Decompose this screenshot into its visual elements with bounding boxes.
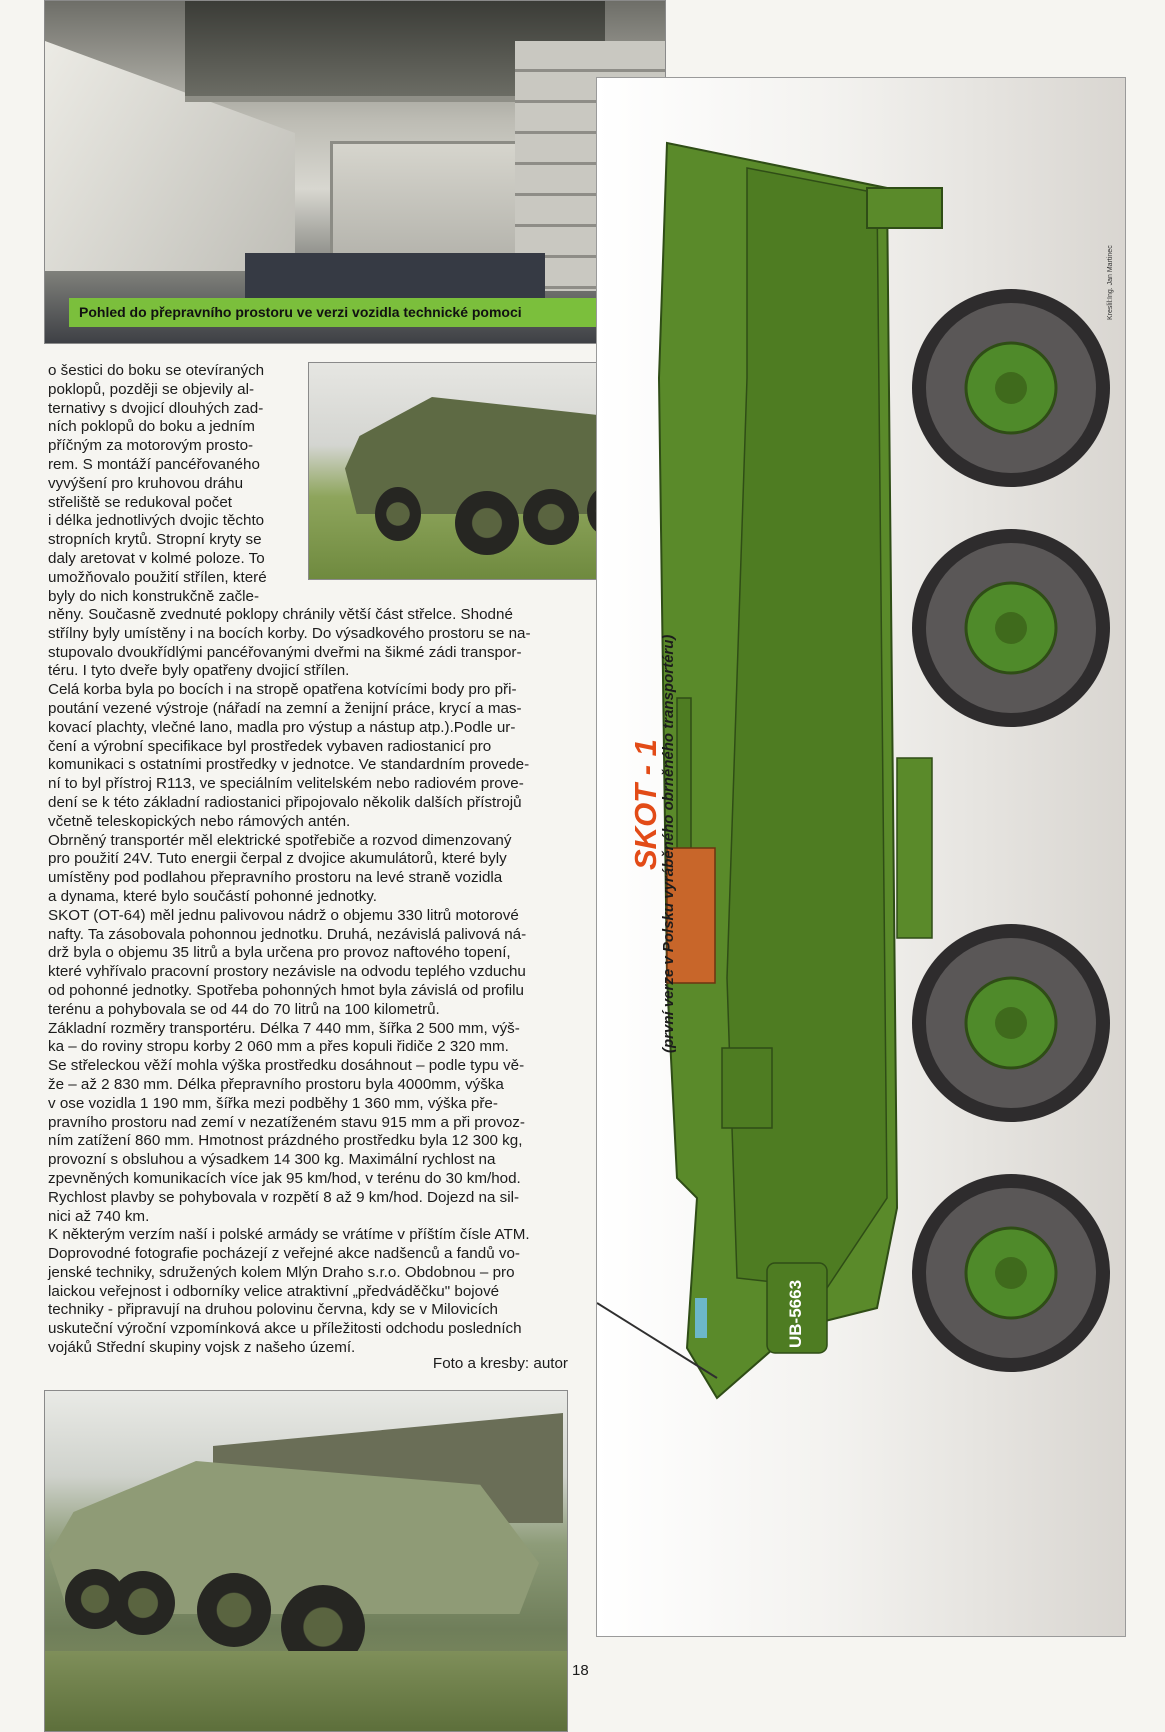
article-line: jenské techniky, sdružených kolem Mlýn Draho s.r.o. Obdobnou – pro	[48, 1263, 515, 1281]
article-line: i délka jednotlivých dvojic těchto	[48, 512, 265, 530]
article-line: Doprovodné fotografie pocházejí z veřejné akce nadšenců a fandů vo-	[48, 1245, 520, 1263]
article-line: uskuteční výroční vzpomínková akce u příležitosti odchodu posledních	[48, 1320, 522, 1338]
article-line: od pohonné jednotky. Spotřeba pohonných hmot byla závislá od profilu	[48, 981, 524, 999]
article-line: komunikaci s ostatními prostředky v jednotce. Ve standardním provede-	[48, 756, 530, 774]
profile-subtitle: (první verze v Polsku vyráběného obrněného transportéru)	[660, 634, 677, 1053]
turret-cupola	[867, 188, 942, 228]
article-line: dení se k této základní radiostanici připojovalo několik dalších přístrojů	[48, 793, 522, 811]
article-line: o šestici do boku se otevíraných	[48, 362, 265, 379]
side-box	[897, 758, 932, 938]
article-line: pravního prostoru nad zemí v nezatíženém stavu 915 mm a při provoz-	[48, 1113, 525, 1131]
vehicle-wheel	[455, 491, 519, 555]
article-line: stupovalo dvoukřídlými pancéřovanými dveřmi na šikmé zádi transpor-	[48, 643, 522, 661]
vehicle-wheel	[375, 487, 421, 541]
article-line: střeliště se redukoval počet	[48, 493, 233, 511]
registration-plate	[695, 1298, 707, 1338]
article-line: umožňovalo použití střílen, které	[48, 568, 267, 586]
article-line: a dynama, které bylo součástí pohonné jednotky.	[48, 887, 377, 905]
article-line: ní to byl přístroj R113, ve speciálním velitelském nebo radiovém prove-	[48, 775, 524, 793]
wheel-4	[912, 1174, 1110, 1372]
article-line: K některým verzím naší i polské armády se vrátíme v příštím čísle ATM.	[48, 1226, 530, 1244]
article-line: že – až 2 830 mm. Délka přepravního prostoru byla 4000mm, výška	[48, 1075, 504, 1093]
article-line: terénu a pohybovala se od 44 do 70 litrů na 100 kilometrů.	[48, 1000, 440, 1018]
article-line: drž byla o objemu 35 litrů a byla určena pro provoz naftového topení,	[48, 944, 511, 962]
photo-caption: Pohled do přepravního prostoru ve verzi vozidla technické pomoci	[69, 298, 615, 327]
side-hatch	[722, 1048, 772, 1128]
photo-credit: Foto a kresby: autor	[432, 1355, 568, 1372]
article-line: Rychlost plavby se pohybovala v rozpětí 8 až 9 km/hod. Dojezd na sil-	[48, 1188, 520, 1206]
article-line: stropních krytů. Stropní kryty se	[48, 531, 262, 549]
article-line: příčným za motorovým prosto-	[48, 437, 254, 455]
article-line: poutání vezené výstroje (nářadí na zemní a ženijní práce, krycí a mas-	[48, 699, 522, 717]
article-line: SKOT (OT-64) měl jednu palivovou nádrž o objemu 330 litrů motorové	[48, 906, 519, 924]
article-line: něny. Současně zvednuté poklopy chránily větší část střelce. Shodné	[48, 606, 513, 623]
article-line: umístěny pod podlahou přepravního prostoru na levé straně vozidla	[48, 869, 503, 887]
article-body	[48, 606, 568, 1358]
vehicle-wheel	[197, 1573, 271, 1647]
article-line: poklopů, později se objevily al-	[48, 380, 254, 398]
article-line: kovací plachty, vlečné lano, madla pro výstup a nástup atp.).Podle ur-	[48, 718, 516, 736]
article-line: pro použití 24V. Tuto energii čerpal z dvojice akumulátorů, které byly	[48, 850, 507, 868]
article-line: rem. S montáží pancéřovaného	[48, 455, 260, 473]
page-number: 18	[572, 1662, 589, 1679]
article-line: daly aretovat v kolmé poloze. To	[48, 549, 265, 567]
interior-floor	[245, 253, 545, 303]
article-line: včetně teleskopických nebo rámových antén.	[48, 812, 351, 830]
bottom-vehicle-photo	[44, 1390, 568, 1732]
article-line: Se střeleckou věží mohla výška prostředku dosáhnout – podle typu vě-	[48, 1057, 525, 1075]
profile-title: SKOT - 1	[628, 739, 663, 870]
article-line: ních poklopů do boku a jedním	[48, 418, 255, 436]
wheel-1	[912, 289, 1110, 487]
drawing-credit: Kreslil:Ing. Jan Martinec	[1107, 245, 1114, 320]
grass	[45, 1651, 567, 1731]
article-line: techniky - připravují na druhou polovinu června, kdy se v Milovicích	[48, 1301, 498, 1319]
article-line: byly do nich konstrukčně začle-	[48, 587, 260, 605]
registration-text: UB-5663	[786, 1279, 805, 1348]
article-line: které vyhřívalo pracovní prostory nezávisle na odvodu teplého vzduchu	[48, 963, 526, 981]
article-line: ternativy s dvojicí dlouhých zad-	[48, 399, 264, 417]
article-line: střílny byly umístěny i na bocích korby. Do výsadkového prostoru se na-	[48, 624, 531, 642]
vehicle-wheel	[523, 489, 579, 545]
vehicle-wheel	[111, 1571, 175, 1635]
article-line: nici až 740 km.	[48, 1207, 150, 1225]
article-line: nafty. Ta zásobovala pohonnou jednotku. Druhá, nezávislá palivová ná-	[48, 925, 527, 943]
article-line: Celá korba byla po bocích i na stropě opatřena kotvícími body pro při-	[48, 681, 517, 699]
article-intro-column	[48, 362, 288, 606]
article-line: téru. I tyto dveře byly opatřeny dvojicí střílen.	[48, 662, 350, 680]
article-line: provozní s obsluhou a výsadkem 14 300 kg. Maximální rychlost na	[48, 1151, 496, 1169]
article-line: vyvýšení pro kruhovou dráhu	[48, 474, 244, 492]
article-line: vojáků Střední skupiny vojsk z našeho území.	[48, 1339, 356, 1357]
article-line: Základní rozměry transportéru. Délka 7 440 mm, šířka 2 500 mm, výš-	[48, 1019, 520, 1037]
wheel-3	[912, 924, 1110, 1122]
interior-photo	[44, 0, 666, 344]
article-line: laickou veřejnost i odborníky velice atraktivní „předváděčku" bojové	[48, 1282, 500, 1300]
article-line: ním zatížení 860 mm. Hmotnost prázdného prostředku byla 12 300 kg,	[48, 1132, 523, 1150]
article-line: zpevněných komunikacích více jak 95 km/hod, v terénu do 30 km/hod.	[48, 1169, 521, 1187]
article-line: ka – do roviny stropu korby 2 060 mm a přes kopuli řidiče 2 320 mm.	[48, 1038, 509, 1056]
wheel-2	[912, 529, 1110, 727]
article-line: Obrněný transportér měl elektrické spotřebiče a rozvod dimenzovaný	[48, 831, 512, 849]
article-line: v ose vozidla 1 190 mm, šířka mezi podběhy 1 360 mm, výška pře-	[48, 1094, 498, 1112]
article-line: čení a výrobní specifikace byl prostředek vybaven radiostanicí pro	[48, 737, 492, 755]
